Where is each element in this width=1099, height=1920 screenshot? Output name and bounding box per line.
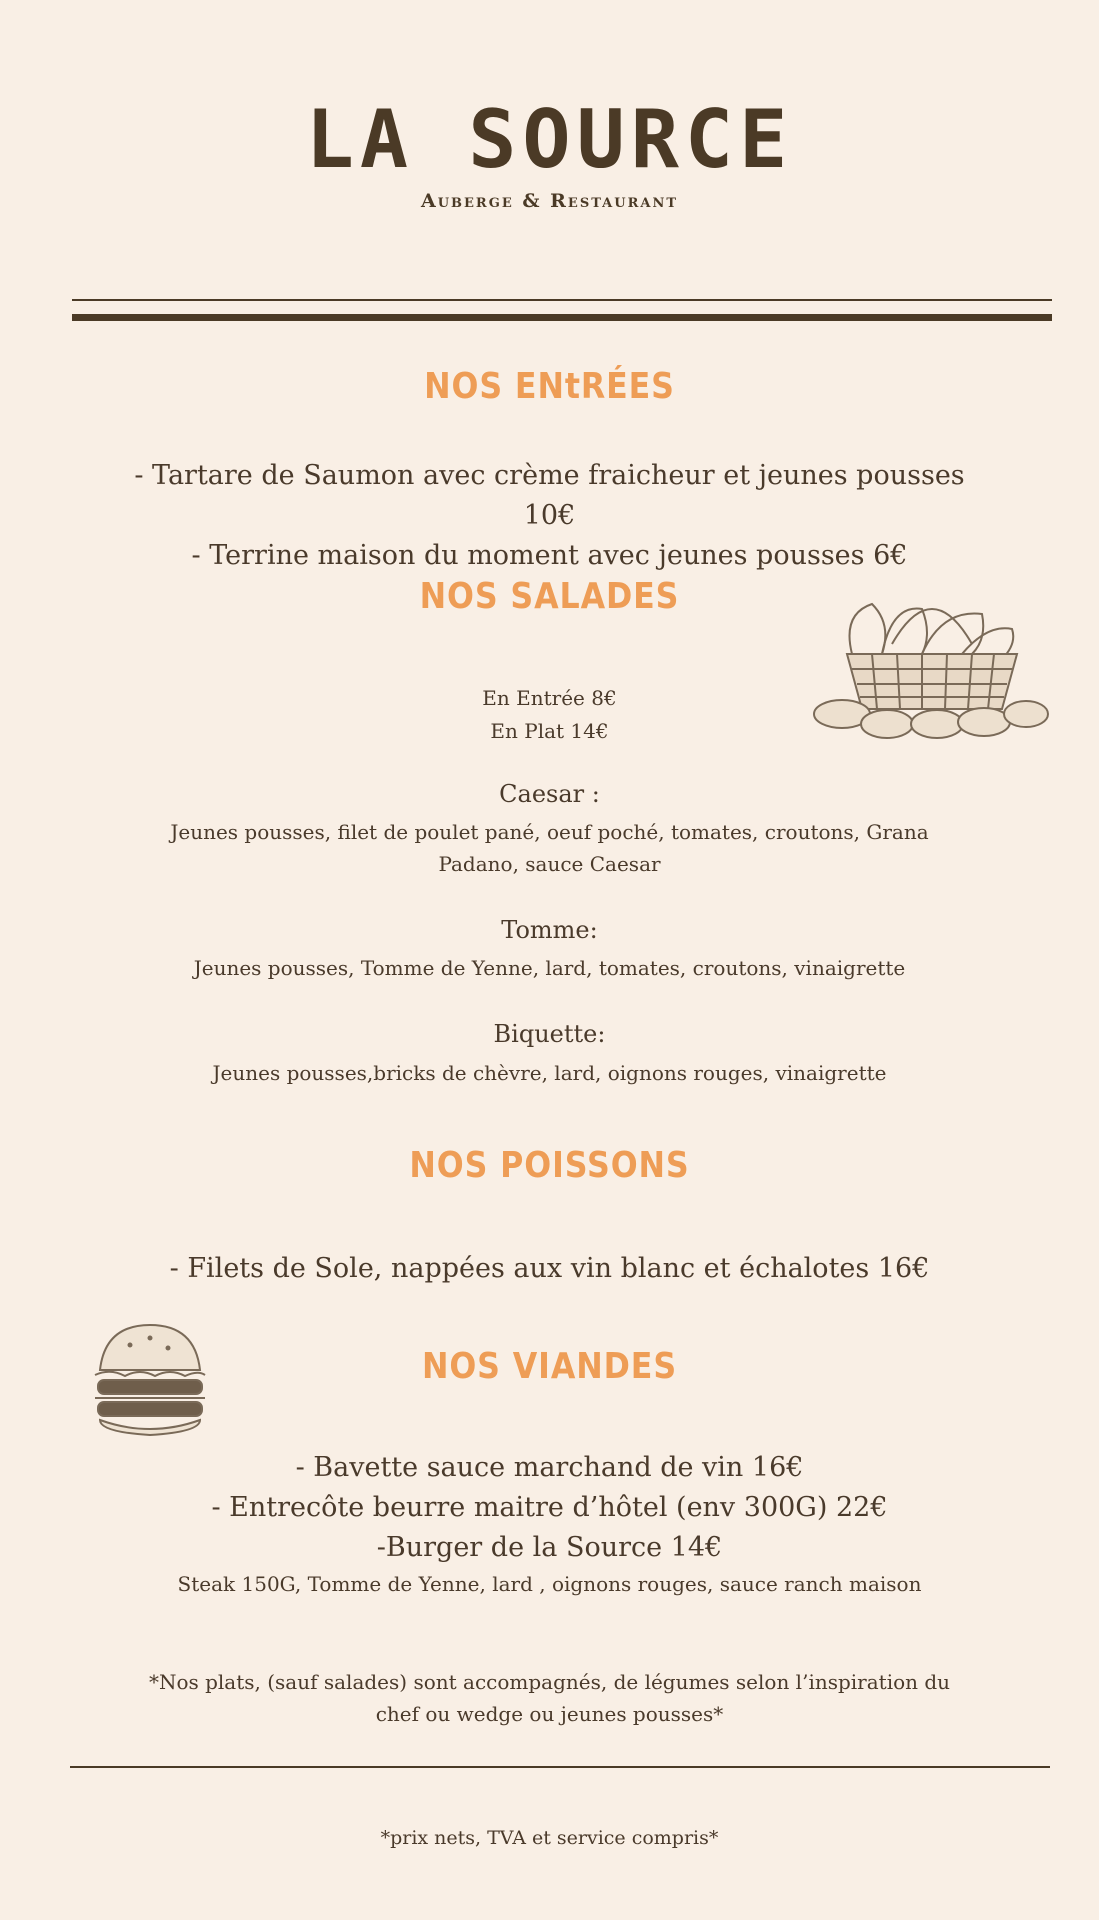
page-subtitle: Auberge & Restaurant (420, 190, 679, 212)
salade-name-biquette: Biquette: (493, 1020, 606, 1048)
entree-item: - Terrine maison du moment avec jeunes pousses 6€ (191, 540, 908, 571)
footnote-line-2: chef ou wedge ou jeunes pousses* (375, 1702, 724, 1726)
salade-price-entree: En Entrée 8€ (482, 686, 617, 710)
entree-item: - Tartare de Saumon avec crème fraicheur et jeunes pousses (134, 460, 965, 491)
section-heading-poissons: NOS POISSONS (409, 1145, 690, 1186)
section-heading-entrees: NOS ENtRÉES (424, 366, 675, 407)
salade-desc-caesar-2: Padano, sauce Caesar (438, 852, 661, 876)
viande-item: - Entrecôte beurre maitre d’hôtel (env 300G) 22€ (211, 1492, 888, 1523)
section-heading-salades: NOS SALADES (419, 576, 680, 617)
salade-desc-tomme: Jeunes pousses, Tomme de Yenne, lard, tomates, croutons, vinaigrette (193, 956, 906, 980)
salade-price-plat: En Plat 14€ (490, 719, 609, 743)
entree-item-price: 10€ (523, 500, 576, 531)
salade-name-caesar: Caesar : (499, 780, 600, 808)
divider-thin (72, 299, 1052, 301)
salade-desc-biquette: Jeunes pousses,bricks de chèvre, lard, oignons rouges, vinaigrette (212, 1061, 887, 1085)
divider-bottom (70, 1766, 1050, 1768)
footnote-line-1: *Nos plats, (sauf salades) sont accompagnés, de légumes selon l’inspiration du (148, 1670, 951, 1694)
viande-item: - Bavette sauce marchand de vin 16€ (295, 1452, 804, 1483)
poisson-item: - Filets de Sole, nappées aux vin blanc et échalotes 16€ (169, 1253, 930, 1284)
page-title: LA SOURCE (305, 93, 794, 186)
salade-name-tomme: Tomme: (501, 916, 598, 944)
viande-item: -Burger de la Source 14€ (376, 1532, 723, 1563)
footer-note: *prix nets, TVA et service compris* (380, 1827, 719, 1849)
burger-desc: Steak 150G, Tomme de Yenne, lard , oignons rouges, sauce ranch maison (177, 1572, 922, 1596)
divider-thick (72, 314, 1052, 321)
salade-desc-caesar: Jeunes pousses, filet de poulet pané, oeuf poché, tomates, croutons, Grana (170, 820, 929, 844)
section-heading-viandes: NOS VIANDES (421, 1346, 678, 1387)
